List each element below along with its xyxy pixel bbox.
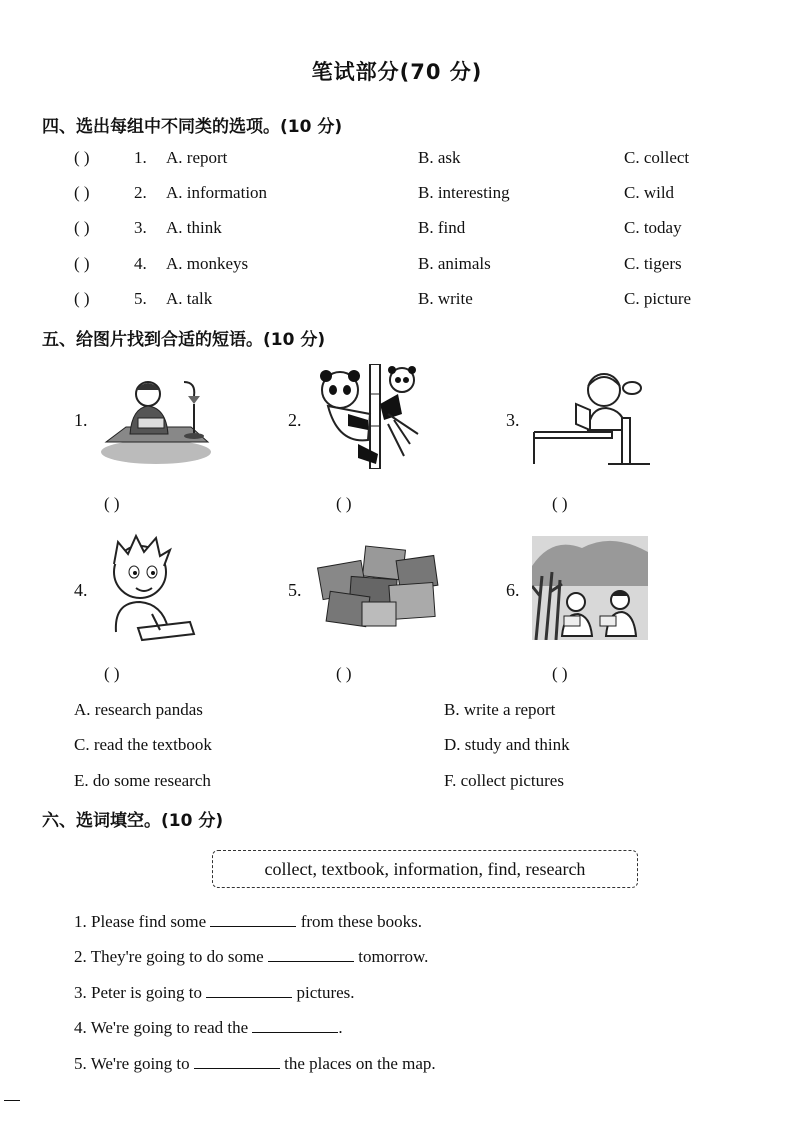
fill-sentence-5: 5. We're going to the places on the map. — [74, 1054, 436, 1073]
phrase-option-e: E. do some research — [74, 771, 211, 790]
fill-sentence-3: 3. Peter is going to pictures. — [74, 983, 355, 1002]
q3-option-c: C. today — [624, 218, 682, 237]
q2-number: 2. — [134, 183, 147, 202]
q2-option-c: C. wild — [624, 183, 675, 202]
pandas-on-bamboo-picture — [318, 364, 428, 469]
picture-2-number: 2. — [288, 410, 302, 430]
picture-5-answer-bracket[interactable]: ( ) — [336, 664, 352, 683]
pile-of-pictures-picture — [314, 544, 440, 630]
fill-blank-2[interactable] — [268, 947, 354, 962]
fill-sentence-1: 1. Please find some from these books. — [74, 912, 423, 931]
picture-4-number: 4. — [74, 580, 88, 600]
fill-blank-1[interactable] — [210, 912, 296, 927]
q4-option-a: A. monkeys — [166, 254, 249, 273]
q4-paren[interactable]: ( ) — [74, 254, 90, 273]
q1-paren[interactable]: ( ) — [74, 148, 90, 167]
q4-option-b: B. animals — [418, 254, 491, 273]
page-edge-mark — [4, 1100, 20, 1101]
girl-reading-book-picture — [532, 368, 652, 468]
phrase-option-f: F. collect pictures — [444, 771, 564, 790]
boy-writing-picture — [98, 532, 198, 644]
q1-number: 1. — [134, 148, 147, 167]
q3-paren[interactable]: ( ) — [74, 218, 90, 237]
phrase-option-a: A. research pandas — [74, 700, 203, 719]
page-title: 笔试部分(70 分) — [311, 60, 483, 84]
fill-blank-3[interactable] — [206, 983, 292, 998]
q3-option-a: A. think — [166, 218, 222, 237]
fill-sentence-4: 4. We're going to read the . — [74, 1018, 343, 1037]
q5-option-c: C. picture — [624, 289, 692, 308]
phrase-option-b: B. write a report — [444, 700, 556, 719]
picture-1-answer-bracket[interactable]: ( ) — [104, 494, 120, 513]
phrase-option-d: D. study and think — [444, 735, 570, 754]
q5-option-a: A. talk — [166, 289, 213, 308]
picture-1-number: 1. — [74, 410, 88, 430]
fill-blank-4[interactable] — [252, 1018, 338, 1033]
boy-studying-at-desk-picture — [96, 372, 216, 467]
q1-option-c: C. collect — [624, 148, 690, 167]
picture-5-number: 5. — [288, 580, 302, 600]
picture-2-answer-bracket[interactable]: ( ) — [336, 494, 352, 513]
fill-blank-5[interactable] — [194, 1054, 280, 1069]
picture-4-answer-bracket[interactable]: ( ) — [104, 664, 120, 683]
q2-paren[interactable]: ( ) — [74, 183, 90, 202]
q2-option-a: A. information — [166, 183, 268, 202]
q1-option-a: A. report — [166, 148, 228, 167]
word-bank-box — [212, 850, 638, 888]
phrase-option-c: C. read the textbook — [74, 735, 212, 754]
q5-option-b: B. write — [418, 289, 473, 308]
q2-option-b: B. interesting — [418, 183, 510, 202]
section-4-heading: 四、选出每组中不同类的选项。(10 分) — [42, 117, 343, 137]
q4-option-c: C. tigers — [624, 254, 682, 273]
picture-3-answer-bracket[interactable]: ( ) — [552, 494, 568, 513]
section-6-heading: 六、选词填空。(10 分) — [42, 811, 224, 831]
q1-option-b: B. ask — [418, 148, 461, 167]
q5-paren[interactable]: ( ) — [74, 289, 90, 308]
picture-6-answer-bracket[interactable]: ( ) — [552, 664, 568, 683]
picture-6-number: 6. — [506, 580, 520, 600]
q4-number: 4. — [134, 254, 147, 273]
children-researching-outdoors-picture — [532, 536, 648, 640]
fill-sentence-2: 2. They're going to do some tomorrow. — [74, 947, 429, 966]
picture-3-number: 3. — [506, 410, 520, 430]
word-bank-text: collect, textbook, information, find, research — [264, 858, 586, 879]
q3-number: 3. — [134, 218, 147, 237]
q3-option-b: B. find — [418, 218, 466, 237]
section-5-heading: 五、给图片找到合适的短语。(10 分) — [42, 330, 326, 350]
q5-number: 5. — [134, 289, 147, 308]
